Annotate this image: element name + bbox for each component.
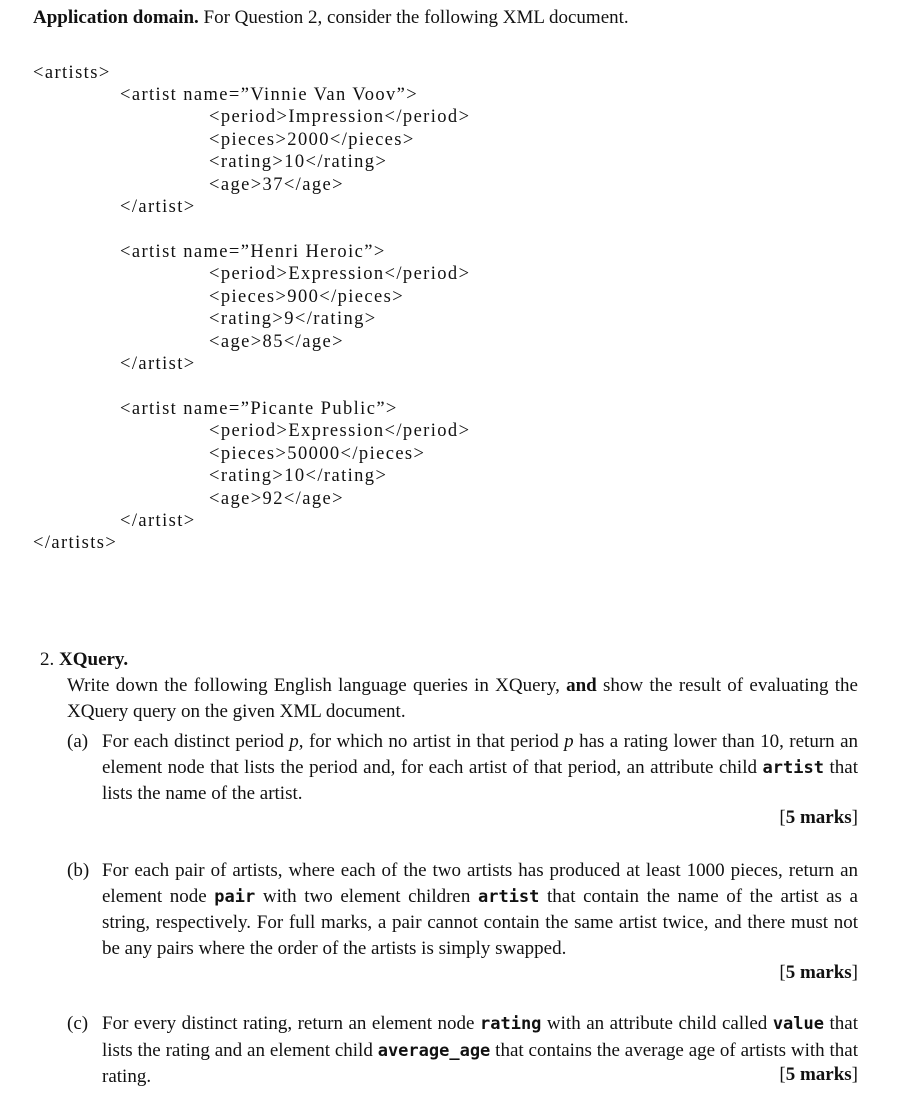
part-label: (c) bbox=[67, 1013, 89, 1034]
xml-artist-age: <age>85</age> bbox=[209, 332, 344, 352]
part-text-segment: has a rating lower than 10, return an element node that lists the period and, for each artist of that period, an attribute child bbox=[102, 731, 858, 778]
intro-text: For Question 2, consider the following XML document. bbox=[198, 7, 629, 28]
question-part-a bbox=[67, 729, 858, 839]
xml-artist-period: <period>Expression</period> bbox=[209, 421, 471, 441]
period-variable: p bbox=[564, 731, 574, 752]
part-text-segment: with two element children bbox=[255, 885, 478, 907]
marks-badge: [5 marks] bbox=[779, 962, 858, 983]
part-text-segment: , for which no artist in that period bbox=[298, 731, 565, 752]
xml-artist-rating: <rating>10</rating> bbox=[209, 152, 388, 172]
part-label: (a) bbox=[67, 731, 89, 752]
part-text-segment: that lists the rating and an element child bbox=[102, 1013, 858, 1061]
code-term: rating bbox=[480, 1014, 542, 1034]
code-term: pair bbox=[214, 886, 256, 907]
marks-text: 5 marks bbox=[785, 962, 852, 983]
period-variable: p bbox=[289, 731, 299, 752]
part-text-segment: For each distinct period bbox=[102, 731, 290, 752]
part-text-segment: that contain the name of the artist as a string, respectively. For full marks, a pair cannot contain the same artist twice, and there must not be any pairs where the order of the artists is simply swapped. bbox=[102, 885, 858, 959]
part-text bbox=[102, 1011, 858, 1090]
question-heading bbox=[40, 647, 128, 673]
intro-line bbox=[33, 5, 629, 31]
xml-artist-pieces: <pieces>900</pieces> bbox=[209, 287, 405, 307]
part-text bbox=[102, 729, 858, 807]
xml-root-open: <artists> bbox=[33, 63, 111, 83]
part-text-segment: with an attribute child called bbox=[541, 1013, 773, 1034]
xml-artist-close: </artist> bbox=[120, 197, 196, 217]
part-text-segment: For each pair of artists, where each of the two artists has produced at least 1000 pieces, return an element node bbox=[102, 860, 858, 907]
part-text-segment: that contains the average age of artists with that rating. bbox=[102, 1039, 858, 1087]
xml-artist-age: <age>92</age> bbox=[209, 489, 344, 509]
xml-artist-period: <period>Impression</period> bbox=[209, 107, 471, 127]
question-number: 2. bbox=[40, 649, 55, 670]
marks-badge: [5 marks] bbox=[779, 807, 858, 828]
marks-text: 5 marks bbox=[785, 807, 852, 828]
question-part-b bbox=[67, 858, 858, 988]
xml-root-close: </artists> bbox=[33, 533, 118, 553]
question-intro-text: Write down the following English language queries in XQuery, bbox=[67, 675, 567, 696]
question-intro bbox=[67, 673, 858, 724]
intro-heading: Application domain. bbox=[33, 7, 199, 28]
code-term: value bbox=[772, 1014, 824, 1034]
question-intro-emphasis: and bbox=[566, 675, 597, 696]
code-term: artist bbox=[477, 886, 540, 907]
xml-artist-open: <artist name=”Henri Heroic”> bbox=[120, 242, 386, 262]
code-term: average_age bbox=[377, 1040, 491, 1061]
marks-badge: [5 marks] bbox=[779, 1064, 858, 1085]
xml-artist-rating: <rating>9</rating> bbox=[209, 309, 377, 329]
xml-artist-open: <artist name=”Picante Public”> bbox=[120, 399, 398, 419]
part-label: (b) bbox=[67, 860, 90, 881]
xml-artist-rating: <rating>10</rating> bbox=[209, 466, 388, 486]
xml-artist-close: </artist> bbox=[120, 511, 196, 531]
question-part-c bbox=[67, 1011, 858, 1091]
question-title: XQuery. bbox=[59, 649, 129, 670]
question-intro-text-end: show the result of evaluating the XQuery query on the given XML document. bbox=[67, 675, 858, 722]
xml-artist-close: </artist> bbox=[120, 354, 196, 374]
part-text-segment: that lists the name of the artist. bbox=[102, 756, 858, 804]
part-text-segment: For every distinct rating, return an element node bbox=[102, 1013, 480, 1034]
xml-artist-open: <artist name=”Vinnie Van Voov”> bbox=[120, 85, 419, 105]
xml-artist-period: <period>Expression</period> bbox=[209, 264, 471, 284]
xml-artist-pieces: <pieces>2000</pieces> bbox=[209, 130, 415, 150]
part-text bbox=[102, 858, 858, 961]
xml-artist-pieces: <pieces>50000</pieces> bbox=[209, 444, 426, 464]
marks-text: 5 marks bbox=[785, 1064, 852, 1085]
code-term: artist bbox=[762, 757, 824, 778]
xml-artist-age: <age>37</age> bbox=[209, 175, 344, 195]
